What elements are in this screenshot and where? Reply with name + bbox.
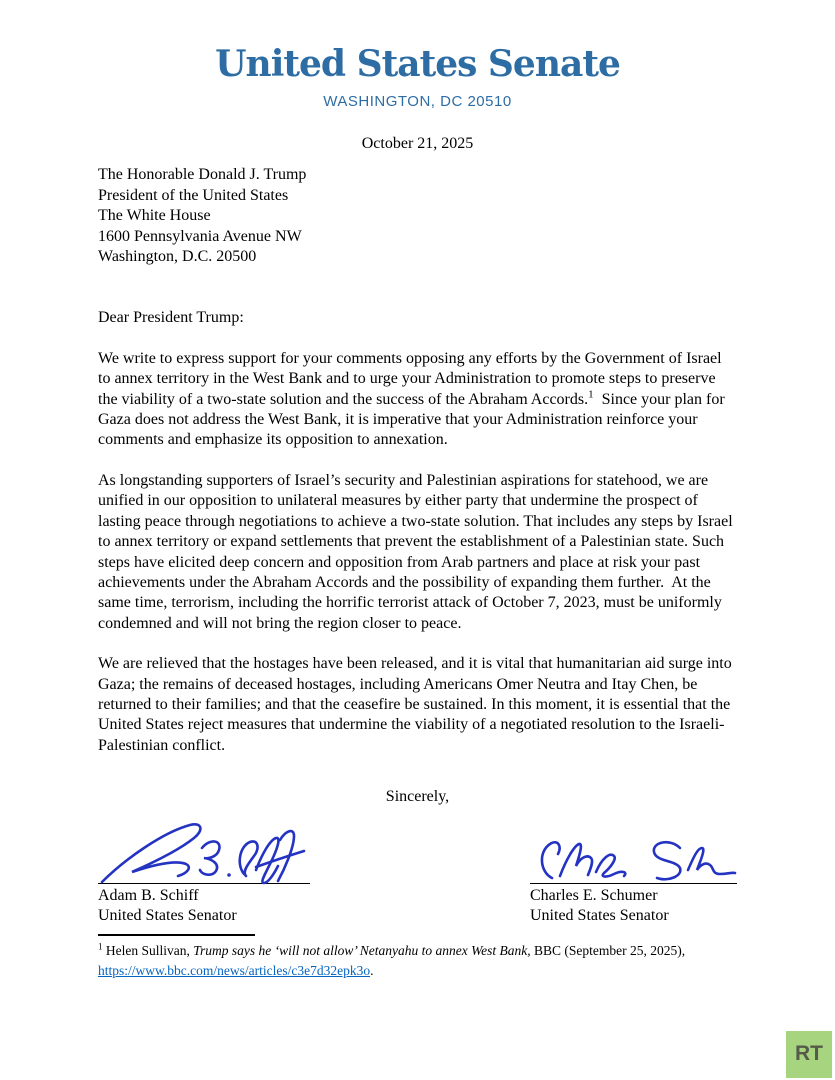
signature-block-schiff (98, 820, 310, 927)
footnote-period: . (370, 963, 374, 978)
recipient-line: The White House (98, 207, 211, 225)
signature-block-schumer (530, 834, 737, 927)
footnote (98, 934, 737, 981)
footnote-marker: 1 (98, 941, 103, 952)
closing-sincerely: Sincerely, (385, 788, 450, 806)
footnote-separator-rule (98, 934, 255, 936)
letterhead-title: United States Senate (215, 43, 620, 85)
footnote-publisher: BBC (September 25, 2025), (530, 943, 686, 958)
footnote-author: Helen Sullivan, (102, 943, 194, 958)
signer-name-schiff: Adam B. Schiff (98, 886, 199, 904)
signer-title-schiff: United States Senator (98, 906, 237, 924)
recipient-line: President of the United States (98, 186, 289, 204)
signer-title-schumer: United States Senator (530, 906, 669, 924)
footnote-link[interactable]: https://www.bbc.com/news/articles/c3e7d32epk3o (98, 963, 371, 978)
paragraph-1-text: We write to express support for your comments opposing any efforts by the Government of Israel to annex territory in the West Bank and to urge your Administration to promote steps to preserve the viability of a two-state solution and the success of the Abraham Accords. (98, 349, 726, 408)
recipient-address-block (98, 165, 737, 267)
schumer-signature-icon (530, 834, 737, 886)
body-paragraph-1 (98, 349, 737, 451)
schiff-signature-icon (98, 820, 310, 886)
footnote-reference-marker: 1 (588, 388, 594, 401)
footnote-text (98, 941, 737, 981)
salutation: Dear President Trump: (98, 309, 244, 327)
recipient-line: The Honorable Donald J. Trump (98, 166, 307, 184)
recipient-line: 1600 Pennsylvania Avenue NW (98, 227, 302, 245)
letterhead (98, 0, 737, 111)
letter-date: October 21, 2025 (361, 135, 474, 152)
signature-row (98, 820, 737, 927)
signer-name-schumer: Charles E. Schumer (530, 886, 658, 904)
paragraph-1-continuation: Since your plan for Gaza does not address the West Bank, it is imperative that your Administration reinforce your comments and emphasize its opposition to annexation. (98, 390, 729, 449)
body-paragraph-2: As longstanding supporters of Israel’s security and Palestinian aspirations for statehood, we are unified in our opposition to unilateral measures by either party that undermine the prospect of lasting peace through negotiations to achieve a two-state solution. That includes any steps by Israel to annex territory or expand settlements that prevent the establishment of a Palestinian state. Such steps have elicited deep concern and opposition from Arab partners and place at risk your past achievements under the Abraham Accords and the possibility of expanding them further. At the same time, terrorism, including the horrific terrorist attack of October 7, 2023, must be uniformly condemned and will not bring the region closer to peace. (98, 471, 737, 632)
recipient-line: Washington, D.C. 20500 (98, 248, 257, 266)
body-paragraph-3: We are relieved that the hostages have been released, and it is vital that humanitarian aid surge into Gaza; the remains of deceased hostages, including Americans Omer Neutra and Itay Chen, be returned to their families; and that the ceasefire be sustained. In this moment, it is essential that the United States reject measures that undermine the viability of a negotiated resolution to the Israeli-Palestinian conflict. (98, 655, 736, 754)
schiff-signature-image (98, 820, 310, 886)
schumer-signature-image (530, 834, 737, 886)
footnote-article-title: Trump says he ‘will not allow’ Netanyahu to annex West Bank, (193, 943, 531, 958)
rt-logo-watermark: RT (786, 1031, 832, 1078)
letterhead-address: WASHINGTON, DC 20510 (323, 93, 512, 110)
